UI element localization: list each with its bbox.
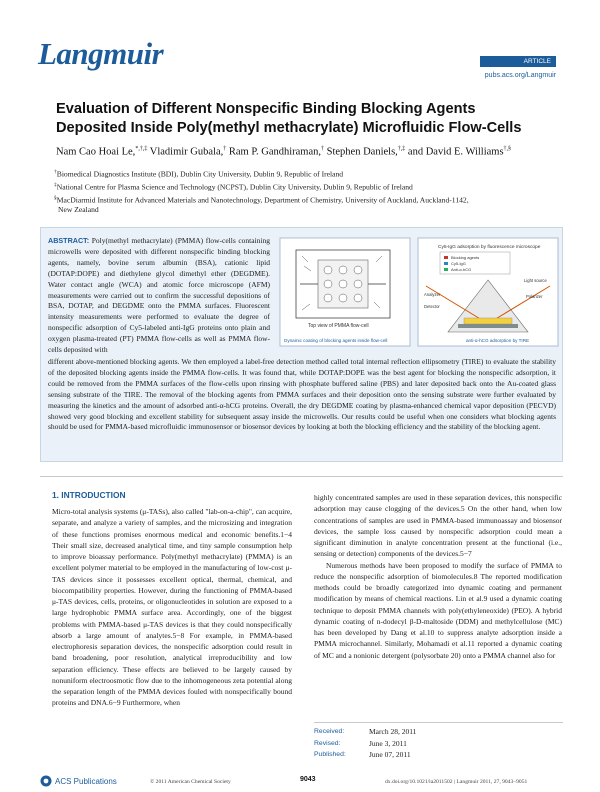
- affiliation-text: MacDiarmid Institute for Advanced Materials and Nanotechnology, Department of Chemistry, University of Auckland, Auckland-1142,: [56, 195, 469, 205]
- affiliation-3-cont: New Zealand: [58, 205, 99, 214]
- author-4[interactable]: Stephen Daniels,: [324, 146, 398, 158]
- toc-label-polarizer: Polarizer: [526, 294, 543, 299]
- author-5[interactable]: and David E. Williams: [405, 146, 504, 158]
- history-published: [314, 749, 564, 761]
- affiliation-mark: §: [54, 195, 57, 201]
- history-date: March 28, 2011: [369, 727, 417, 736]
- publisher-name: ACS Publications: [55, 776, 117, 786]
- author-1[interactable]: Nam Cao Hoai Le,: [56, 146, 136, 158]
- history-divider: [314, 722, 563, 723]
- journal-url[interactable]: pubs.acs.org/Langmuir: [484, 72, 556, 79]
- affiliation-mark: †: [54, 169, 57, 175]
- affiliation-text: National Centre for Plasma Science and Technology (NCPST), Dublin City University, Dublin 9, Republic of Ireland: [56, 182, 413, 192]
- abstract-text-1: Poly(methyl methacrylate) (PMMA) flow-cells containing microwells were deposited with different nonspecific binding blocking agents, namely, bovine serum albumin (BSA), cationic lipid (DOTAP:DOPE) and diethylene glycol dimethyl ether (DEGDME). Water contact angle (WCA) and atomic force microscope (AFM) measurements were carried out to confirm the successful depositions of BSA, DOTAP, and DEGDME onto the PMMA surfaces. Fluorescent intensity measurements were performed to evaluate the degree of nonspecific adsorption of Cy5-labeled anti-IgG proteins onto plain and oxygen plasma-treated (PT) PMMA flow-cells as well as PMMA flow-cells deposited with: [48, 236, 271, 355]
- toc-label-detector: Detector: [424, 304, 440, 309]
- abstract-part-1: [48, 236, 270, 356]
- toc-left-title: Top view of PMMA flow-cell: [308, 323, 369, 329]
- acs-publications-logo[interactable]: [40, 775, 117, 787]
- section-divider: [40, 476, 563, 477]
- intro-column-1: Micro-total analysis systems (μ-TASs), also called "lab-on-a-chip", can acquire, separate, and analyze a variety of samples, and the microsizing and integration of these functions promises enormous medical and economic benefits.1−4 Their small size, decreased analytical time, and tiny sample consumption help to improve bioassay performance. Poly(methyl methacrylate) (PMMA) is an excellent polymer material to be employed in the manufacturing of low-cost μ-TAS devices since it possesses excellent optical, thermal, chemical, and biocompatibility properties. However, during the functioning of PMMA-based μ-TAS devices, cells, proteins, or oligonucleotides in solution are exposed to a large hydrophobic PMMA surface area. Accordingly, one of the biggest problems with PMMA-based μ-TAS devices is that they could nonspecifically absorb a large amount of analytes.5−8 For example, in PMMA-based electrophoresis separation devices, the nonspecific adsorption could result in band broadening, poor resolution, analytical irreproducibility and low separation efficiency. These effects are believed to be largely caused by nonuniform electroosmotic flow due to the inhomogeneous zeta potential along the separation length of the PMMA devices fouled with nonspecifically bound proteins and DNA.6−9 Furthermore, when: [52, 507, 292, 708]
- page-number: 9043: [300, 776, 316, 783]
- citation[interactable]: dx.doi.org/10.1021/la2011502 | Langmuir 2011, 27, 9043–9051: [385, 779, 528, 785]
- affiliation-mark: ‡: [54, 182, 57, 188]
- toc-label-light-source: Light source: [524, 278, 547, 283]
- toc-label-analyzer: Analyzer: [424, 292, 441, 297]
- article-title: [56, 100, 536, 138]
- abstract-label: ABSTRACT:: [48, 236, 90, 245]
- toc-legend-3: Anti-α-hCG: [451, 267, 472, 272]
- abstract-part-2: different above-mentioned blocking agents. We then employed a label-free detection method called total internal reflection ellipsometry (TIRE) to evaluate the stability of the deposited blocking agents inside the PMMA flow-cells. It was found that, while DOTAP:DOPE was the best agent for blocking the nonspecific adsorption, it could be removed from the PMMA surfaces of the flow-cells upon rinsing with phosphate buffered saline (PBS) and later deposited back onto the Au-coated glass sensing substrate of the TIRE. The removal of the blocking agents from PMMA surfaces and their deposition onto the sensing substrate were further evaluated by measuring the kinetics and the amount of adsorbed anti-α-hCG proteins. Overall, the dry DEGDME coating by plasma-enhanced chemical vapor deposition (PECVD) showed very good blocking and excellent stability for subsequent assay inside the microwells. Our results could be useful when one considers what blocking agents should be used for PMMA-based microfluidic immunosensor or biosensor devices by looking at both the blocking efficiency and the stability of the blocking agent.: [48, 357, 556, 432]
- author-3[interactable]: Ram P. Gandhiraman,: [226, 146, 322, 158]
- article-type-tab: ARTICLE: [480, 56, 556, 67]
- title-line-1: Evaluation of Different Nonspecific Binding Blocking Agents: [56, 101, 476, 117]
- intro-col2-paragraph-1: highly concentrated samples are used in these separation devices, this nonspecific adsorption may cause clogging of the devices.5 On the other hand, when low concentrations of samples are used in PMMA-based immunoassay and biosensor devices, the sample loss caused by nonspecific adsorption could mean a significant diminution in analyte concentration present at the functional (i.e., sensing or detection) components of the devices.5−7: [314, 493, 562, 559]
- author-5-marks: †,§: [503, 146, 512, 152]
- history-received: [314, 726, 564, 738]
- acs-icon: [40, 775, 52, 787]
- author-3-marks: †: [321, 146, 325, 152]
- author-2[interactable]: Vladimir Gubala,: [147, 146, 224, 158]
- journal-logo: Langmuir: [38, 36, 164, 71]
- toc-legend-2: Cy5-IgG: [451, 261, 466, 266]
- history-label: Revised:: [314, 739, 341, 747]
- affiliation-text: Biomedical Diagnostics Institute (BDI), Dublin City University, Dublin 9, Republic of Ireland: [56, 169, 344, 179]
- intro-column-2: [314, 492, 562, 661]
- toc-right-caption: anti-α-hCG adsorption by TIRE: [466, 338, 530, 343]
- publication-history: [314, 726, 564, 761]
- history-date: June 3, 2011: [369, 738, 407, 748]
- author-4-marks: †,‡: [397, 146, 406, 152]
- affiliation-2: [54, 180, 564, 193]
- history-label: Received:: [314, 728, 345, 735]
- copyright: © 2011 American Chemical Society: [150, 779, 231, 785]
- intro-col2-paragraph-2: Numerous methods have been proposed to modify the surface of PMMA to reduce the nonspecific adsorption of biomolecules.8 The reported modification methods could be broadly categorized into dynamic coating and permanent modification by means of chemical reactions. Lin et al.9 used a dynamic coating technique to deposit PMMA channels with poly(ethyleneoxide) (PEO). A hybrid dynamic coating of n-dodecyl β-D-maltoside (DDM) and methylcellulose (MC) has been developed by Dang et al.10 to suppress analyte adsorption inside a PMMA microchannel. Similarly, Mohamadi et al.11 reported a dynamic coating of MC and a nonionic detergent (polysorbate 20) onto a PMMA channel also for: [314, 560, 562, 660]
- toc-graphic: [278, 236, 560, 350]
- title-line-2: Deposited Inside Poly(methyl methacrylate) Microfluidic Flow-Cells: [56, 120, 522, 136]
- toc-right-title: Cy5-IgG adsorption by fluorescence microscope: [438, 245, 541, 250]
- affiliation-1: [54, 167, 564, 180]
- history-revised: [314, 738, 564, 750]
- author-2-marks: †: [223, 146, 227, 152]
- author-list: [56, 146, 556, 158]
- toc-left-caption: Dynamic coating of blocking agents inside flow-cell: [284, 338, 388, 343]
- intro-heading: 1. INTRODUCTION: [52, 490, 126, 500]
- toc-legend-1: Blocking agents: [451, 255, 480, 260]
- history-label: Published:: [314, 751, 346, 758]
- author-1-marks: *,†,‡: [135, 146, 148, 152]
- history-date: June 07, 2011: [369, 750, 411, 759]
- toc-figure-svg: [278, 236, 560, 350]
